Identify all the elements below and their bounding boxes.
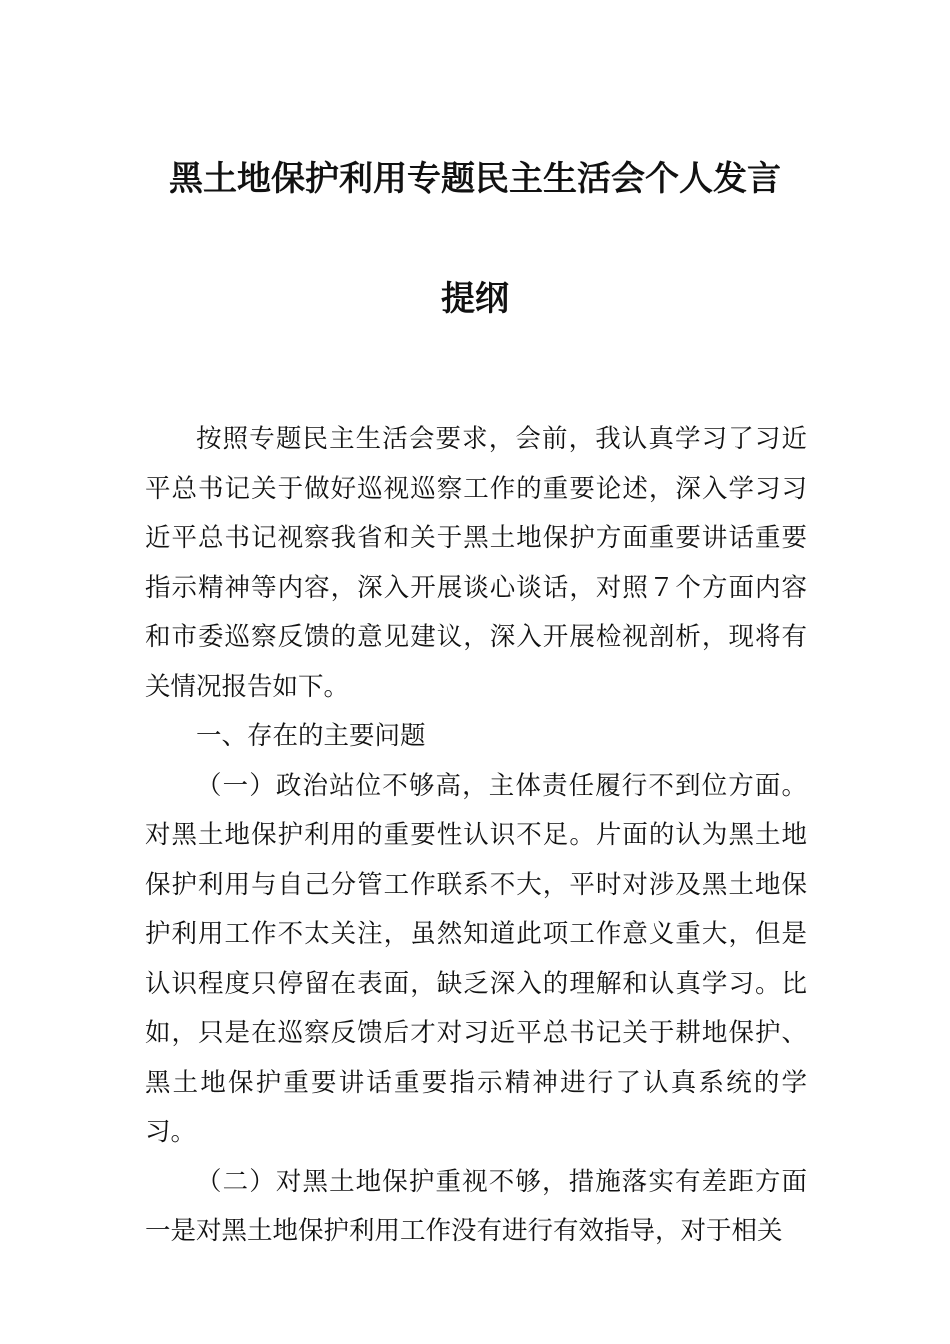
document-title-line-2: 提纲 xyxy=(441,279,509,319)
paragraph-subsection-1: （一）政治站位不够高，主体责任履行不到位方面。对黑土地保护利用的重要性认识不足。片面的认为黑土地保护利用与自己分管工作联系不大，平时对涉及黑土地保护利用工作不太关注，虽然知道此项工作意义重大，但是认识程度只停留在表面，缺乏深入的理解和认真学习。比如，只是在巡察反馈后才对习近平总书记关于耕地保护、黑土地保护重要讲话重要指示精神进行了认真系统的学习。 xyxy=(145,770,807,1147)
document-body xyxy=(145,415,807,1257)
paragraph-intro: 按照专题民主生活会要求，会前，我认真学习了习近平总书记关于做好巡视巡察工作的重要论述，深入学习习近平总书记视察我省和关于黑土地保护方面重要讲话重要指示精神等内容，深入开展谈心谈话，对照７个方面内容和市委巡察反馈的意见建议，深入开展检视剖析，现将有关情况报告如下。 xyxy=(145,424,807,702)
section-heading-1: 一、存在的主要问题 xyxy=(196,721,426,751)
paragraph-subsection-2: （二）对黑土地保护重视不够，措施落实有差距方面一是对黑土地保护利用工作没有进行有效指导，对于相关 xyxy=(145,1166,807,1246)
document-title-line-1: 黑土地保护利用专题民主生活会个人发言 xyxy=(169,159,781,199)
